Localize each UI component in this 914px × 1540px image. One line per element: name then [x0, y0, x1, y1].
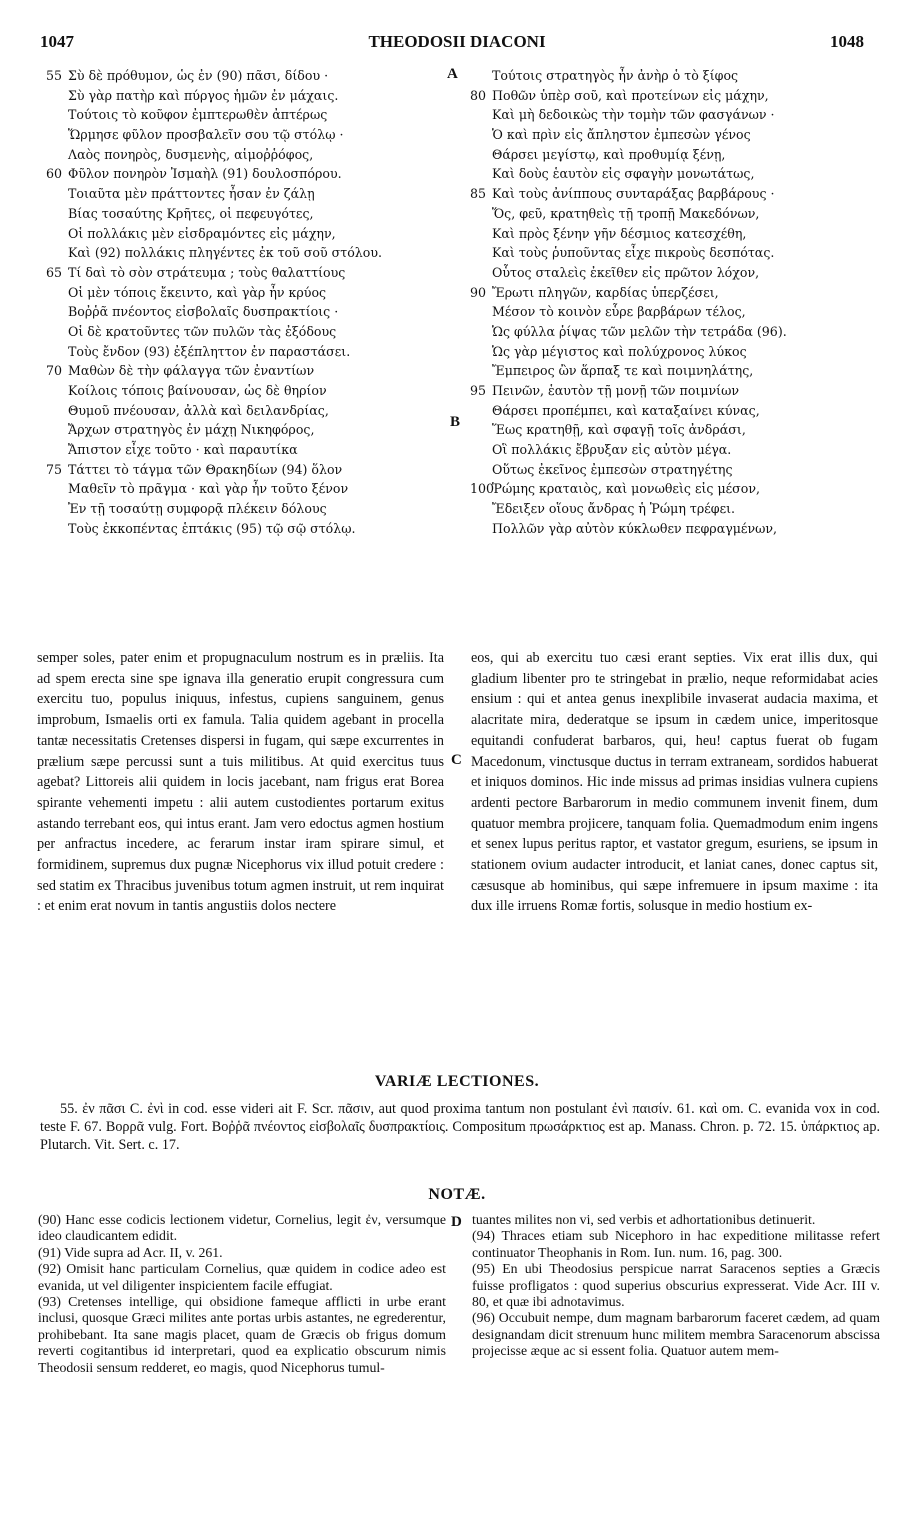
verse-text: Κοίλοις τόποις βαίνουσαν, ὡς δὲ θηρίον: [68, 383, 327, 398]
verse-line: [46, 263, 446, 283]
verse-line: [46, 440, 446, 460]
verse-text: Οἳ πολλάκις ἔβρυξαν εἰς αὐτὸν μέγα.: [492, 442, 732, 458]
verse-line: [46, 401, 446, 421]
verse-line: [470, 125, 880, 145]
verse-line: [46, 499, 446, 519]
verse-text: Σὺ γὰρ πατὴρ καὶ πύργος ἡμῶν ἐν μάχαις.: [68, 87, 339, 103]
verse-line: [46, 164, 446, 184]
note-93-continued: tuantes milites non vi, sed verbis et adhortationibus detinuerit.: [472, 1212, 816, 1227]
verse-text: Θάρσει μεγίστῳ, καὶ προθυμίᾳ ξένῃ,: [492, 146, 726, 162]
verse-text: Ἔμπειρος ὢν ἅρπαξ τε καὶ ποιμνηλάτης,: [492, 363, 754, 379]
verse-line: [46, 342, 446, 362]
note-92: (92) Omisit hanc particulam Cornelius, quæ quidem in codice adeo est evanida, ut vel diligenter inspicientem facile effugiat.: [38, 1261, 446, 1293]
verse-line: [470, 204, 880, 224]
verse-text: Τάττει τὸ τάγμα τῶν Θρακηδίων (94) ὅλον: [68, 461, 343, 477]
verse-line: [46, 105, 446, 125]
verse-text: Τούτοις τὸ κοῦφον ἐμπτερωθὲν ἀπτέρως: [68, 107, 328, 123]
verse-text: Καὶ (92) πολλάκις πληγέντες ἐκ τοῦ σοῦ στόλου.: [68, 245, 383, 261]
verse-text: Μαθὼν δὲ τὴν φάλαγγα τῶν ἐναντίων: [68, 363, 315, 379]
verse-text: Ὥρμησε φῦλον προσβαλεῖν σου τῷ στόλῳ ·: [68, 127, 344, 143]
verse-text: Τοὺς ἔνδον (93) ἐξέπληττον ἐν παραστάσει.: [68, 343, 351, 359]
verse-line: [470, 283, 880, 303]
line-number: 75: [46, 461, 63, 477]
verse-line: [46, 184, 446, 204]
verse-text: Ῥώμης κραταιὸς, καὶ μονωθεὶς εἰς μέσον,: [492, 481, 761, 497]
verse-text: Καὶ πρὸς ξένην γῆν δέσμιος κατεσχέθη,: [492, 225, 747, 241]
verse-line: [46, 420, 446, 440]
verse-text: Καὶ τοὺς ῥυποῦντας εἶχε πικροὺς δεσπότας.: [492, 245, 775, 261]
verse-line: [470, 322, 880, 342]
verse-text: Σὺ δὲ πρόθυμον, ὡς ἐν (90) πᾶσι, δίδου ·: [68, 68, 329, 83]
verse-line: [470, 479, 880, 499]
verse-text: Φῦλον πονηρὸν Ἰσμαὴλ (91) δουλοσπόρου.: [68, 166, 342, 182]
verse-text: Οἱ μὲν τόποις ἔκειντο, καὶ γὰρ ἦν κρύος: [68, 284, 327, 300]
verse-line: [470, 105, 880, 125]
verse-line: [46, 204, 446, 224]
verse-text: Τοὺς ἐκκοπέντας ἑπτάκις (95) τῷ σῷ στόλῳ.: [68, 520, 356, 536]
verse-text: Μέσον τὸ κοινὸν εὗρε βαρβάρων τέλος,: [492, 304, 746, 320]
verse-line: [470, 263, 880, 283]
verse-line: [46, 243, 446, 263]
verse-text: Ὡς γὰρ μέγιστος καὶ πολύχρονος λύκος: [492, 343, 747, 359]
notae-heading: NOTÆ.: [428, 1186, 486, 1203]
verse-text: Ἄπιστον εἶχε τοῦτο · καὶ παραυτίκα: [68, 442, 298, 458]
line-number: 90: [470, 284, 487, 300]
note-90: (90) Hanc esse codicis lectionem videtur, Cornelius, legit ἐν, versumque ideo claudicantem edidit.: [38, 1212, 446, 1244]
verse-line: [46, 66, 446, 86]
verse-line: [46, 224, 446, 244]
verse-text: Ὡς φύλλα ῥίψας τῶν μελῶν τὴν τετράδα (96).: [492, 323, 787, 339]
verse-line: [470, 519, 880, 539]
verse-line: [470, 224, 880, 244]
note-91: (91) Vide supra ad Acr. II, v. 261.: [38, 1244, 223, 1260]
verse-text: Καὶ τοὺς ἀνίππους συνταράξας βαρβάρους ·: [492, 186, 775, 202]
verse-line: [470, 342, 880, 362]
line-number: 85: [470, 186, 487, 202]
column-marker-a: A: [447, 66, 458, 82]
verse-text: Ἔρωτι πληγῶν, καρδίας ὑπερζέσει,: [492, 284, 719, 300]
line-number: 100: [470, 481, 495, 497]
verse-text: Θάρσει προπέμπει, καὶ καταξαίνει κύνας,: [492, 402, 760, 418]
verse-text: Ἔδειξεν οἵους ἄνδρας ἡ Ῥώμη τρέφει.: [492, 501, 736, 517]
line-number: 55: [46, 68, 63, 83]
verse-line: [470, 420, 880, 440]
column-marker-b: B: [450, 414, 461, 430]
column-marker-d: D: [451, 1214, 462, 1230]
verse-text: Μαθεῖν τὸ πρᾶγμα · καὶ γὰρ ἦν τοῦτο ξένον: [68, 481, 349, 497]
verse-text: Ποθῶν ὑπὲρ σοῦ, καὶ προτείνων εἰς μάχην,: [492, 87, 769, 103]
verse-text: Ὁ καὶ πρὶν εἰς ἄπληστον ἐμπεσὼν γένος: [492, 127, 751, 143]
verse-text: Θυμοῦ πνέουσαν, ἀλλὰ καὶ δειλανδρίας,: [68, 402, 329, 418]
verse-line: [470, 302, 880, 322]
note-95: (95) En ubi Theodosius perspicue narrat Saracenos septies a Græcis fuisse profligatos : quod superius obscurius expresserat. Vide Acr. III v. 80, et quæ ibi adnotavimus.: [472, 1261, 880, 1310]
verse-line: [470, 440, 880, 460]
verse-text: Πολλῶν γὰρ αὐτὸν κύκλωθεν πεφραγμένων,: [492, 520, 778, 536]
verse-text: Οἱ πολλάκις μὲν εἰσδραμόντες εἰς μάχην,: [68, 225, 336, 241]
notae-left-column: [38, 1212, 446, 1376]
verse-text: Οὗτος σταλεὶς ἐκεῖθεν εἰς πρῶτον λόχον,: [492, 264, 760, 280]
verse-line: [46, 302, 446, 322]
latin-text-left: semper soles, pater enim et propugnaculum nostrum es in præliis. Ita ad spem erecta sine spe ignava illa generatio erupit congressura cum exercitu tuo, populus iniquus, infestus, cupiens sanguinem, genus improbum, Ismaelis orti ex famula. Talia quidem agebant in procella tantæ necessitatis Cretenses dispersi in fugam, qui sæpe excurrentes in prælium sæpe percussi sunt a tuis militibus. At quid exercitus tuus agebat? Littoreis alii quidem in locis jacebant, nam frigus erat Borea spirante vehementi impetu : alii autem custodientes portarum exitus astando terrebant eos, qui intus erant. Jam vero edoctus agmen hostium per anfractus incedere, ac ferarum instar iram spirare simul, et formidinem, supremus dux pugnæ Nicephorus vix illud potuit credere : sed statim ex Thracibus juvenibus totum agmen instruit, ut rem inquirat : et enim erat novum in tantis angustiis dolos nectere: [37, 650, 444, 915]
verse-line: [470, 499, 880, 519]
verse-line: [46, 361, 446, 381]
verse-line: [46, 322, 446, 342]
verse-text: Λαὸς πονηρὸς, δυσμενὴς, αἱμοῤῥόφος,: [68, 146, 314, 162]
verse-line: [470, 243, 880, 263]
verse-text: Καὶ μὴ δεδοικὼς τὴν τομὴν τῶν φασγάνων ·: [492, 107, 775, 123]
latin-text-right: eos, qui ab exercitu tuo cæsi erant septies. Vix erat illis dux, qui gladium libenter pro te stringebat in prælio, neque reformidabat acies ensium : qui et antea genus inexplibile invaserat audacia maxima, et alacritate mira, dederatque se ipsum in cædem unice, imperitosque equitandi confuderat barbaros, qui, heu! captus fuerat ob fugam Macedonum, vinctusque ductus in terram extraneam, sordidos habuerat et iniquos dominos. Hic inde missus ad primas insidias vulnera cupiens ardenti pectore Barbarorum in medio communem invenit finem, dum quatuor membra projicere, tanquam folia. Quemadmodum enim ingens et senex lupus peritus raptor, et vastator gregum, esuriens, se ipsum in stationem ovium audacter introducit, et laniat canes, donec captus sit, cæsusque ab hominibus, qui sæpe infremuere in ipsum maxime : ita dux ille irruens Romæ fortis, solusque in medio hostium ex-: [471, 650, 878, 915]
line-number: 65: [46, 264, 63, 280]
verse-line: [46, 519, 446, 539]
greek-verse-right-column: [470, 66, 880, 539]
verse-text: Τοιαῦτα μὲν πράττοντες ἦσαν ἐν ζάλῃ: [68, 186, 315, 202]
verse-text: Βοῤῥᾶ πνέοντος εἰσβολαῖς δυσπρακτίοις ·: [68, 304, 339, 320]
note-96: (96) Occubuit nempe, dum magnam barbarorum faceret cædem, ad quam designandam dicit strenuum hunc militem membra Saracenorum abscissa projecisse æque ac si essent folia. Quatuor autem mem-: [472, 1310, 880, 1359]
verse-text: Ἐν τῇ τοσαύτῃ συμφορᾷ πλέκειν δόλους: [68, 501, 327, 517]
column-marker-c: C: [451, 752, 462, 768]
line-number: 60: [46, 166, 63, 182]
verse-text: Τούτοις στρατηγὸς ἦν ἀνὴρ ὁ τὸ ξίφος: [492, 68, 739, 83]
latin-translation-left: [37, 648, 444, 917]
verse-line: [470, 401, 880, 421]
verse-text: Οἱ δὲ κρατοῦντες τῶν πυλῶν τὰς ἐξόδους: [68, 323, 337, 339]
page-number-left: 1047: [40, 32, 74, 51]
greek-verse-left-column: [46, 66, 446, 539]
line-number: 95: [470, 383, 487, 398]
verse-line: [470, 361, 880, 381]
variae-lectiones-text: 55. ἐν πᾶσι C. ἐνὶ in cod. esse videri ait F. Scr. πᾶσιν, aut quod proxima tantum non postulant ἐνὶ παισίν. 61. καὶ om. C. evanida vox in cod. teste F. 67. Βορρᾶ vulg. Fort. Βοῤῥᾶ πνέοντος εἰσβολαῖς δυσπρακτίοις. Compositum πρωσάρκτιος est ap. Manass. Chron. p. 72. 15. ὑπάρκτιος ap. Plutarch. Vit. Sert. c. 17.: [40, 1101, 880, 1153]
verse-text: Ἕως κρατηθῇ, καὶ σφαγῇ τοῖς ἀνδράσι,: [492, 422, 746, 438]
verse-text: Πεινῶν, ἑαυτὸν τῇ μονῇ τῶν ποιμνίων: [492, 383, 740, 398]
verse-line: [46, 86, 446, 106]
verse-text: Τί δαὶ τὸ σὸν στράτευμα ; τοὺς θαλαττίους: [68, 264, 346, 280]
page-number-right: 1048: [830, 32, 864, 51]
variae-lectiones-heading: VARIÆ LECTIONES.: [374, 1073, 540, 1090]
verse-line: [470, 164, 880, 184]
running-title: THEODOSII DIACONI: [368, 32, 546, 51]
verse-text: Ὅς, φεῦ, κρατηθεὶς τῇ τροπῇ Μακεδόνων,: [492, 205, 760, 221]
verse-line: [470, 184, 880, 204]
verse-line: [46, 145, 446, 165]
note-94: (94) Thraces etiam sub Nicephoro in hac expeditione militasse refert continuator Theophanis in Rom. Iun. num. 16, pag. 300.: [472, 1228, 880, 1260]
line-number: 80: [470, 87, 487, 103]
verse-line: [470, 145, 880, 165]
verse-line: [46, 283, 446, 303]
verse-line: [470, 381, 880, 401]
verse-text: Οὕτως ἐκεῖνος ἐμπεσὼν στρατηγέτης: [492, 461, 733, 477]
verse-text: Ἄρχων στρατηγὸς ἐν μάχῃ Νικηφόρος,: [68, 422, 315, 438]
verse-text: Βίας τοσαύτης Κρῆτες, οἱ πεφευγότες,: [68, 205, 314, 221]
latin-translation-right: [471, 648, 878, 917]
verse-line: [46, 125, 446, 145]
verse-line: [46, 479, 446, 499]
notae-right-column: [472, 1212, 880, 1360]
verse-line: [46, 381, 446, 401]
note-93: (93) Cretenses intellige, qui obsidione fameque afflicti in urbe erant inclusi, quosque Græci milites ante portas urbis astantes, ne egrederentur, prohibebant. Ita sane magis placet, quam de Græcis ob frigus domum reverti cogitantibus id interpretari, quod ea explicatio obscurum nimis Theodosii sensum redderet, eo magis, quod Nicephorus tumul-: [38, 1294, 446, 1375]
verse-line: [470, 66, 880, 86]
verse-text: Καὶ δοὺς ἑαυτὸν εἰς σφαγὴν μονωτάτως,: [492, 166, 755, 182]
line-number: 70: [46, 363, 63, 379]
verse-line: [470, 86, 880, 106]
verse-line: [46, 460, 446, 480]
verse-line: [470, 460, 880, 480]
